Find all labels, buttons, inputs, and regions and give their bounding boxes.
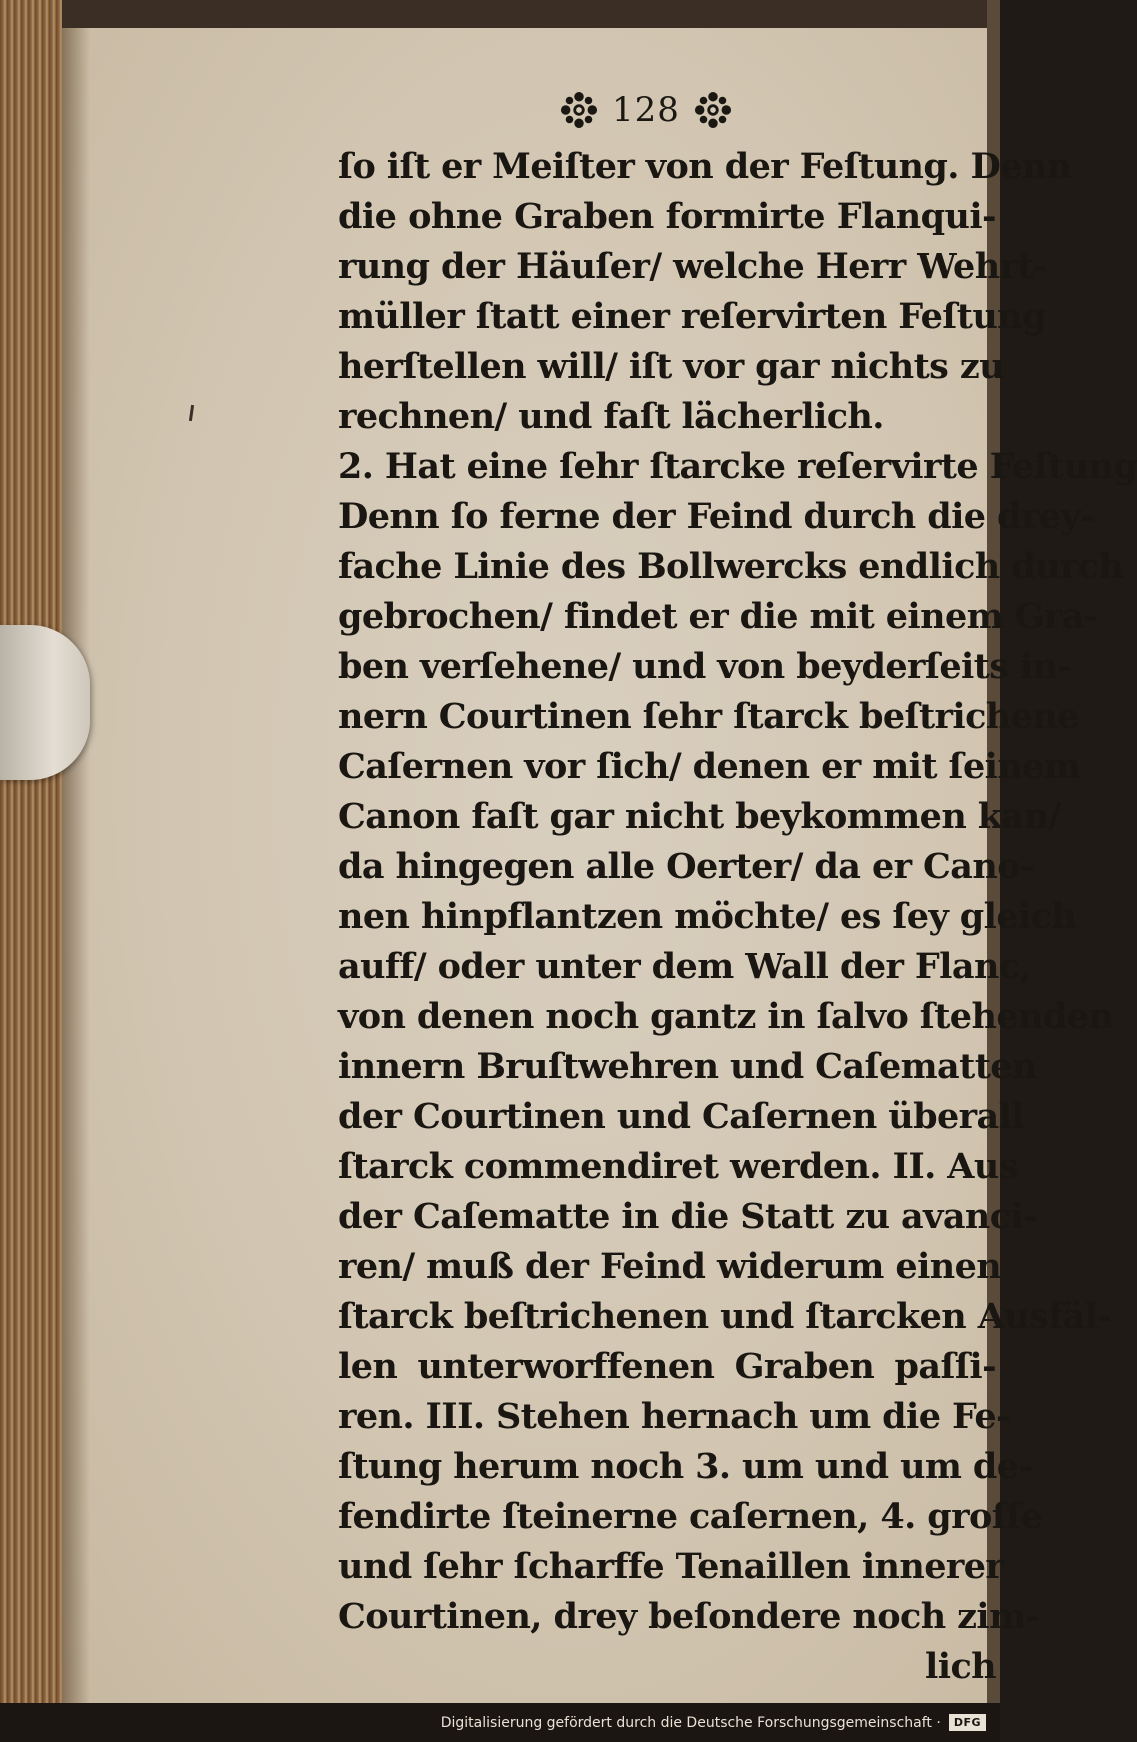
text-line: ren. III. Stehen hernach um die Fe-: [338, 1396, 1010, 1437]
footer-credit: Digitalisierung gefördert durch die Deutsche Forschungsgemeinschaft ·: [440, 1714, 941, 1731]
text-line: und ſehr ſcharffe Tenaillen innerer: [338, 1546, 1004, 1587]
text-line: ben verſehene/ und von beyderſeits in-: [338, 646, 1072, 687]
page-clip: [0, 625, 90, 780]
text-line: herſtellen will/ iſt vor gar nichts zu: [338, 346, 1004, 387]
text-line: ſtung herum noch 3. um und um de-: [338, 1446, 1033, 1487]
text-line: ſtarck beſtrichenen und ſtarcken Ausfäl-: [338, 1296, 1112, 1337]
text-line: Denn ſo ferne der Feind durch die drey-: [338, 496, 1095, 537]
text-line: gebrochen/ findet er die mit einem Gra-: [338, 596, 1098, 637]
text-line: 2. Hat eine ſehr ſtarcke reſervirte Feſtung: [338, 446, 1137, 487]
text-line: len unterworffenen Graben paſſi-: [338, 1346, 996, 1387]
book-page-edges: [0, 0, 62, 1742]
body-text: [338, 142, 1137, 1692]
flower-ornament-icon: [560, 91, 598, 129]
page-header: [560, 80, 732, 140]
text-line: ren/ muß der Feind widerum einen: [338, 1246, 1002, 1287]
text-line: da hingegen alle Oerter/ da er Cano-: [338, 846, 1034, 887]
text-line: rechnen/ und faſt lächerlich.: [338, 396, 884, 437]
text-line: auff/ oder unter dem Wall der Flanc,: [338, 946, 1032, 987]
catchword: lich: [925, 1646, 996, 1687]
text-line: müller ſtatt einer reſervirten Feſtung: [338, 296, 1046, 337]
text-line: ſo iſt er Meiſter von der Feſtung. Denn: [338, 146, 1072, 187]
page-gutter-shadow: [62, 28, 90, 1703]
text-line: nern Courtinen ſehr ſtarck beſtrichene: [338, 696, 1079, 737]
text-line: nen hinpflantzen möchte/ es ſey gleich: [338, 896, 1077, 937]
page-number: 128: [612, 90, 680, 130]
footer-bar: [0, 1703, 1000, 1742]
text-line: die ohne Graben formirte Flanqui-: [338, 196, 996, 237]
text-line: Canon faſt gar nicht beykommen kan/: [338, 796, 1061, 837]
text-line: rung der Häuſer/ welche Herr Wehrt-: [338, 246, 1047, 287]
text-line: der Courtinen und Caſernen überall: [338, 1096, 1024, 1137]
text-line: innern Bruſtwehren und Caſematten: [338, 1046, 1037, 1087]
flower-ornament-icon: [694, 91, 732, 129]
text-line: fache Linie des Bollwercks endlich durch: [338, 546, 1124, 587]
text-line: von denen noch gantz in ſalvo ſtehenden: [338, 996, 1114, 1037]
dfg-logo: DFG: [949, 1714, 986, 1731]
text-line: der Caſematte in die Statt zu avanci-: [338, 1196, 1038, 1237]
text-line: ſtarck commendiret werden. II. Aus: [338, 1146, 1018, 1187]
text-line: fendirte ſteinerne caſernen, 4. groſſe: [338, 1496, 1043, 1537]
text-line: Courtinen, drey beſondere noch zim-: [338, 1596, 1040, 1637]
text-line: Caſernen vor ſich/ denen er mit ſeinem: [338, 746, 1081, 787]
